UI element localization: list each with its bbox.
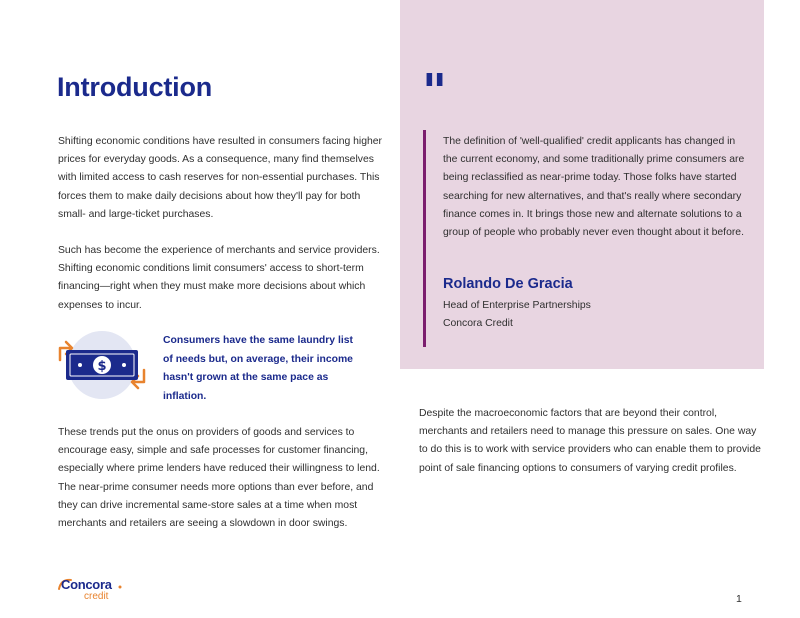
logo-subtext: credit [84, 591, 109, 602]
svg-text:$: $ [97, 359, 107, 374]
intro-paragraph-3: These trends put the onus on providers of goods and services to encourage easy, simple and safe processes for customer financing, especially where prime lenders have reduced their willingness to lend. The near-prime consumer needs more options than ever before, and they can drive incremental same-store sales at a time when most merchants and retailers are seeing a slowdown in door swings. [58, 427, 380, 530]
quote-text: The definition of 'well-qualified' credit applicants has changed in the current economy, and some traditionally prime consumers are being reclassified as near-prime today. Those folks have started searching for new alternatives, and that's really where secondary finance comes in. It brings those new and alternate solutions to a group of people who probably never even thought about it before. [443, 136, 745, 239]
quote-author-role: Head of Enterprise Partnerships [443, 300, 591, 311]
logo-wordmark: Concora [61, 577, 112, 592]
intro-paragraph-1: Shifting economic conditions have resulted in consumers facing higher prices for everyday goods. As a consequence, many find themselves with limited access to cash reserves for non-essential purchases. This forces them to make daily decisions about how they'll pay for both small- and large-ticket purchases. [58, 136, 383, 220]
quote-bar [423, 130, 426, 347]
page-title: Introduction [57, 72, 213, 102]
quote-author: Rolando De Gracia [443, 276, 573, 292]
money-exchange-icon [56, 328, 148, 402]
callout-text: Consumers have the same laundry list of needs but, on average, their income hasn't grown at the same pace as inflation. [163, 335, 353, 402]
intro-paragraph-2: Such has become the experience of merchants and service providers. Shifting economic conditions limit consumers' access to short-term financing—right when they must make more decisions about which expenses to incur. [58, 245, 380, 311]
quote-mark-icon: " [422, 64, 448, 120]
page-number: 1 [736, 593, 742, 605]
concora-logo [57, 577, 127, 605]
quote-author-company: Concora Credit [443, 318, 513, 329]
intro-paragraph-4: Despite the macroeconomic factors that are beyond their control, merchants and retailers need to manage this pressure on sales. One way to do this is to work with service providers who can enable them to provide point of sale financing options to consumers of varying credit profiles. [419, 408, 761, 474]
